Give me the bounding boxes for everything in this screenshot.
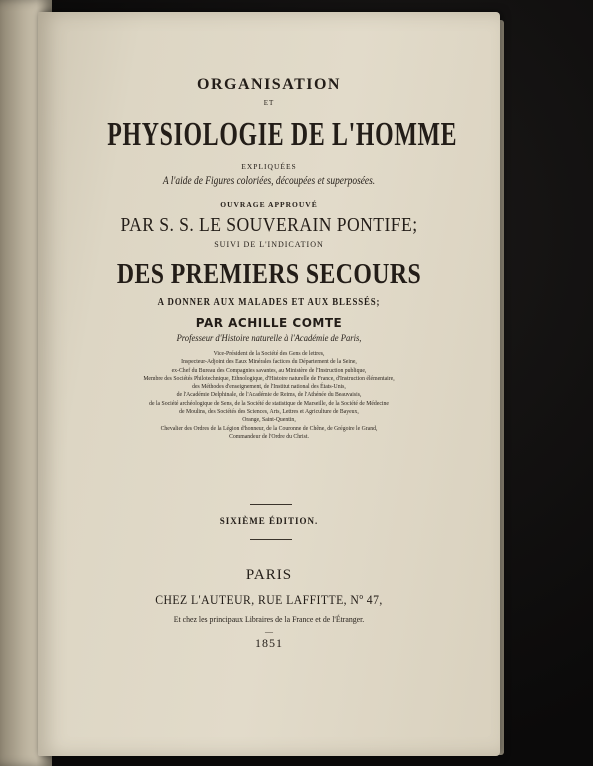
author-title-line: de la Société archéologique de Sens, de la Société de statistique de Marseille, de la Société de Médecine [149,399,389,407]
pontiff-line: PAR S. S. LE SOUVERAIN PONTIFE; [120,214,418,236]
author-title-line: Membre des Sociétés Philotechnique, Ethnologique, d'Histoire naturelle de France, d'Instruction élémentaire, [143,374,395,382]
suivi-line: SUIVI DE L'INDICATION [214,240,324,249]
approval-line: OUVRAGE APPROUVÉ [220,200,318,209]
imprint-dash: — [265,627,273,636]
imprint-publisher: CHEZ L'AUTEUR, RUE LAFFITTE, Nº 47, [155,592,383,607]
subtitle-expliquees: EXPLIQUÉES [241,162,297,171]
imprint-city: PARIS [245,567,293,583]
subtitle-figures: A l'aide de Figures coloriées, découpées et superposées. [162,175,376,187]
author-name: PAR ACHILLE COMTE [195,316,343,330]
author-title-line: Commandeur de l'Ordre du Christ. [229,432,309,440]
donner-line: A DONNER AUX MALADES ET AUX BLESSÉS; [157,297,381,308]
main-title: PHYSIOLOGIE DE L'HOMME [107,116,458,153]
divider-top [250,504,292,505]
author-title-line: des Méthodes d'enseignement, de l'Institut national des États-Unis, [192,383,346,391]
author-title-line: ex-Chef du Bureau des Compagnies savantes, au Ministère de l'Instruction publique, [171,366,367,374]
divider-bottom [250,539,292,540]
title-et: ET [263,99,275,107]
secours-title: DES PREMIERS SECOURS [116,258,422,290]
author-title-line: Chevalier des Ordres de la Légion d'honneur, de la Couronne de Chêne, de Grégoire le Grand, [160,424,378,432]
author-title-line: de Moulins, des Sociétés des Sciences, Arts, Lettres et Agriculture de Bayeux, [179,408,359,416]
author-title-line: de l'Académie Delphinale, de l'Académie de Reims, de l'Athénée du Beauvaisis, [176,391,362,399]
author-title-line: Inspecteur-Adjoint des Eaux Minérales factices du Département de la Seine, [181,358,357,366]
title-page [38,12,500,756]
author-titles-block [38,350,500,441]
edition-label: SIXIÈME ÉDITION. [219,516,319,526]
author-title-line: Vice-Président de la Société des Gens de lettres, [213,350,325,357]
imprint-year: 1851 [255,636,283,650]
author-professorship: Professeur d'Histoire naturelle à l'Académie de Paris, [176,334,362,344]
title-organisation: ORGANISATION [197,76,341,93]
author-title-line: Orange, Saint-Quentin, [242,416,296,424]
imprint-booksellers: Et chez les principaux Libraires de la France et de l'Étranger. [173,614,365,624]
